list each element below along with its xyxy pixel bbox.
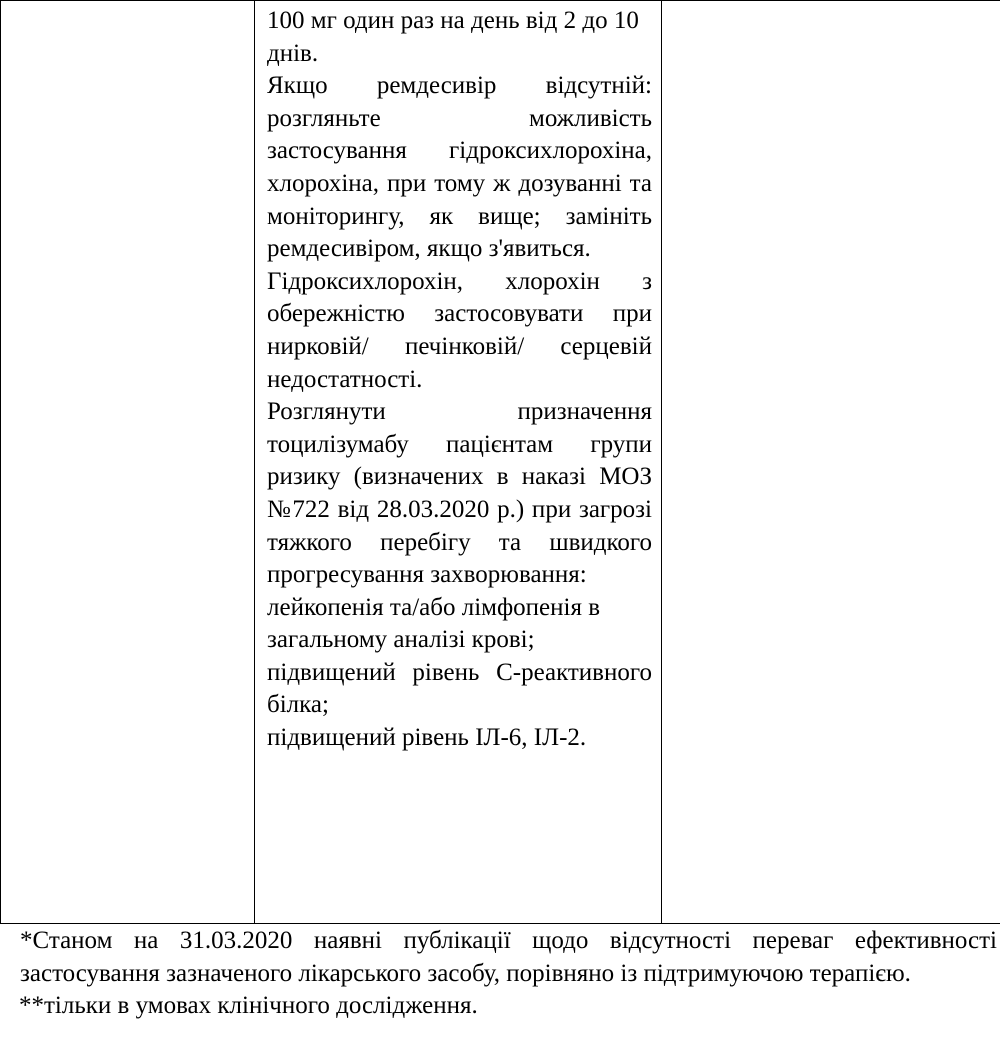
crp-criterion: підвищений рівень С-реактивного білка;	[267, 658, 652, 719]
middle-cell-treatment-text	[255, 1, 662, 924]
remdesivir-alternative-paragraph: Якщо ремдесивір відсутній: розгляньте можливість застосування гідроксихлорохіна, хлорохіна, при тому ж дозуванні та моніторингу, як вище; замініть ремдесивіром, якщо з'явиться.	[267, 72, 652, 263]
il-criterion: підвищений рівень ІЛ-6, ІЛ-2.	[267, 724, 587, 752]
right-cell-empty	[662, 1, 1000, 924]
tocilizumab-paragraph: Розглянути призначення тоцилізумабу пацієнтам групи ризику (визначених в наказі МОЗ №722 від 28.03.2020 р.) при загрозі тяжкого перебігу та швидкого прогресування захворювання:	[267, 398, 652, 589]
footnotes	[20, 925, 997, 1023]
dosage-paragraph: 100 мг один раз на день від 2 до 10 днів.	[267, 7, 639, 67]
caution-paragraph: Гідроксихлорохін, хлорохін з обережністю застосовувати при нирковій/ печінковій/ серцевій недостатності.	[267, 267, 652, 393]
leukopenia-criterion: лейкопенія та/або лімфопенія в загальному аналізі крові;	[267, 593, 601, 654]
footnote-double-asterisk: **тільки в умовах клінічного дослідження.	[19, 992, 478, 1020]
left-cell-empty	[1, 1, 255, 924]
table-row	[1, 1, 1000, 924]
footnote-single-asterisk: *Станом на 31.03.2020 наявні публікації щодо відсутності переваг ефективності застосування зазначеного лікарського засобу, порівняно із підтримуючою терапією.	[20, 927, 997, 987]
